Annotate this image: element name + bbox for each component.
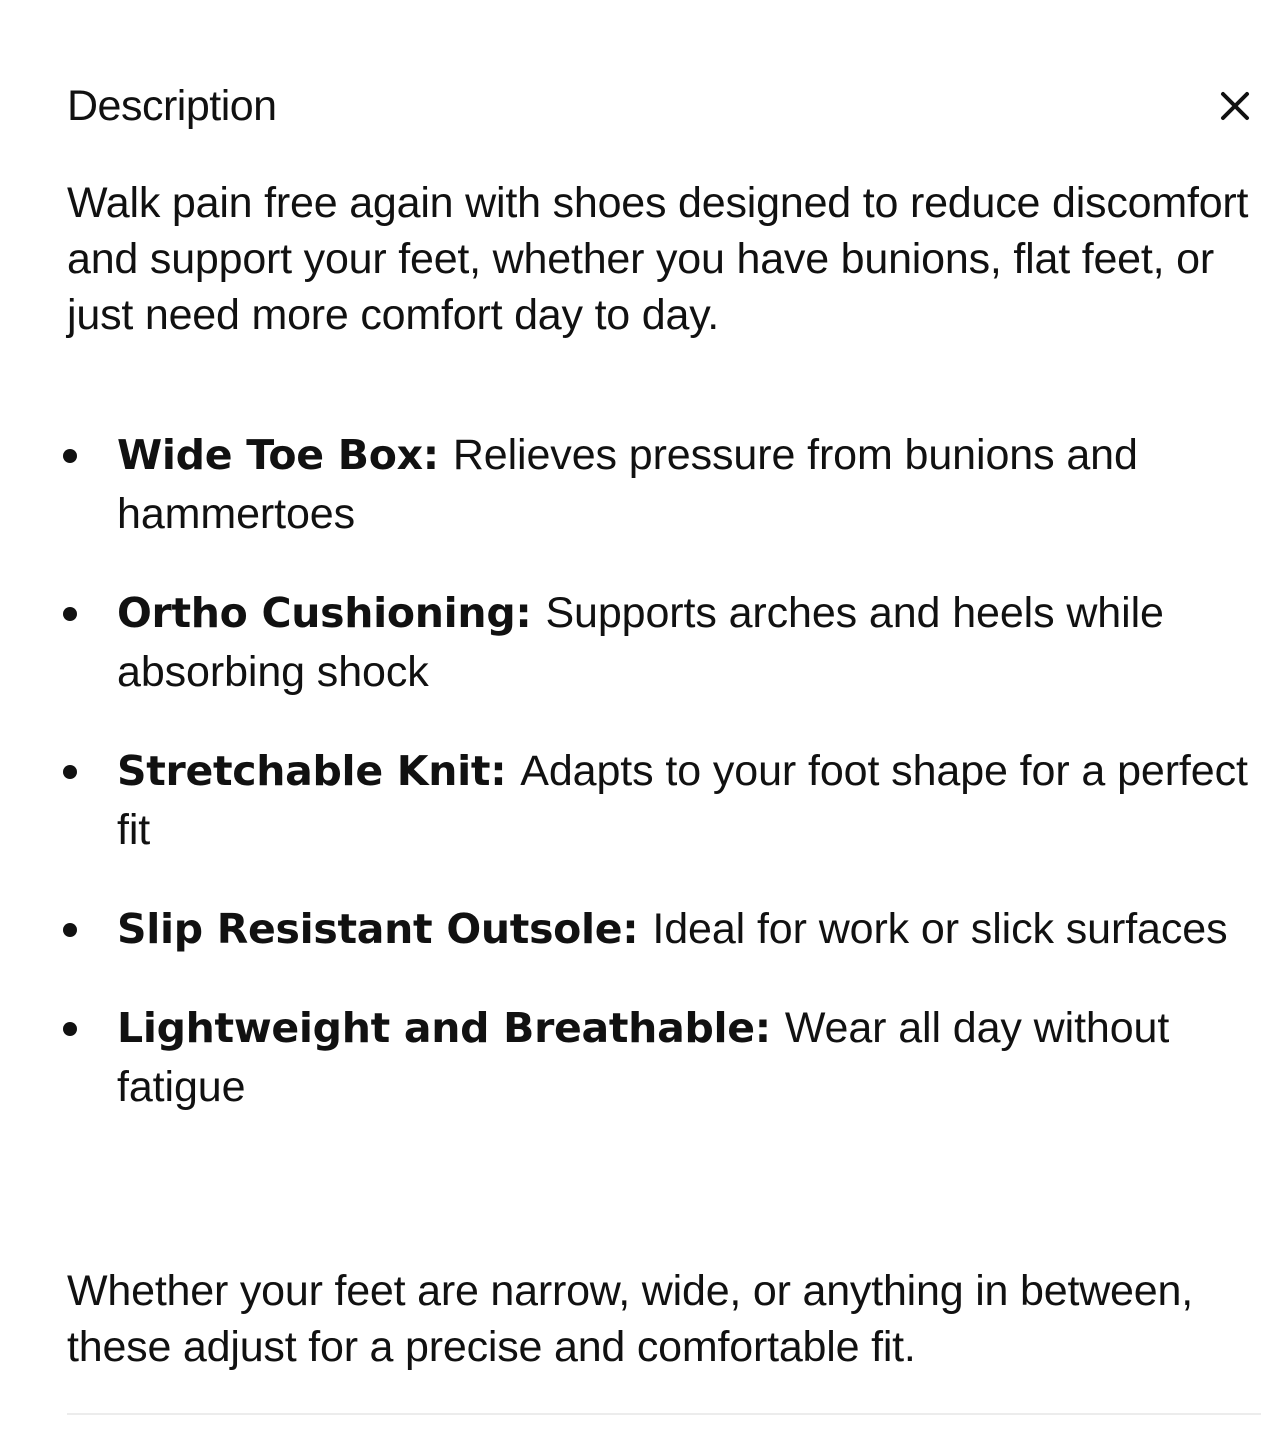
feature-item-stretchable-knit [0, 742, 1267, 860]
bullet [63, 449, 77, 463]
feature-description: Adapts to your foot shape for a perfect fit [117, 747, 1248, 854]
feature-item-slip-resistant-outsole [0, 900, 1267, 959]
bullet [63, 923, 77, 937]
panel-title: Description [67, 82, 277, 130]
bullet [63, 1022, 77, 1036]
panel-header [67, 78, 1259, 134]
feature-list [0, 426, 1279, 1157]
feature-item-ortho-cushioning [0, 584, 1267, 702]
feature-item-wide-toe-box [0, 426, 1267, 544]
bullet [63, 607, 77, 621]
close-button[interactable] [1215, 86, 1255, 126]
feature-term: Slip Resistant Outsole: [117, 905, 653, 953]
feature-term: Lightweight and Breathable: [117, 1004, 785, 1052]
feature-description: Supports arches and heels while absorbing shock [117, 589, 1164, 696]
feature-item-lightweight-breathable [0, 999, 1267, 1117]
bullet [63, 765, 77, 779]
outro-text: Whether your feet are narrow, wide, or anything in between, these adjust for a precise and comfortable fit. [67, 1267, 1193, 1371]
feature-description: Ideal for work or slick surfaces [652, 905, 1228, 953]
divider [67, 1413, 1261, 1415]
intro-text: Walk pain free again with shoes designed to reduce discomfort and support your feet, whether you have bunions, flat feet, or just need more comfort day to day. [67, 179, 1249, 339]
feature-description: Wear all day without fatigue [117, 1004, 1170, 1111]
feature-description: Relieves pressure from bunions and hammertoes [117, 431, 1138, 538]
close-icon [1215, 86, 1255, 126]
feature-term: Wide Toe Box: [117, 431, 453, 479]
feature-term: Ortho Cushioning: [117, 589, 546, 637]
feature-term: Stretchable Knit: [117, 747, 521, 795]
